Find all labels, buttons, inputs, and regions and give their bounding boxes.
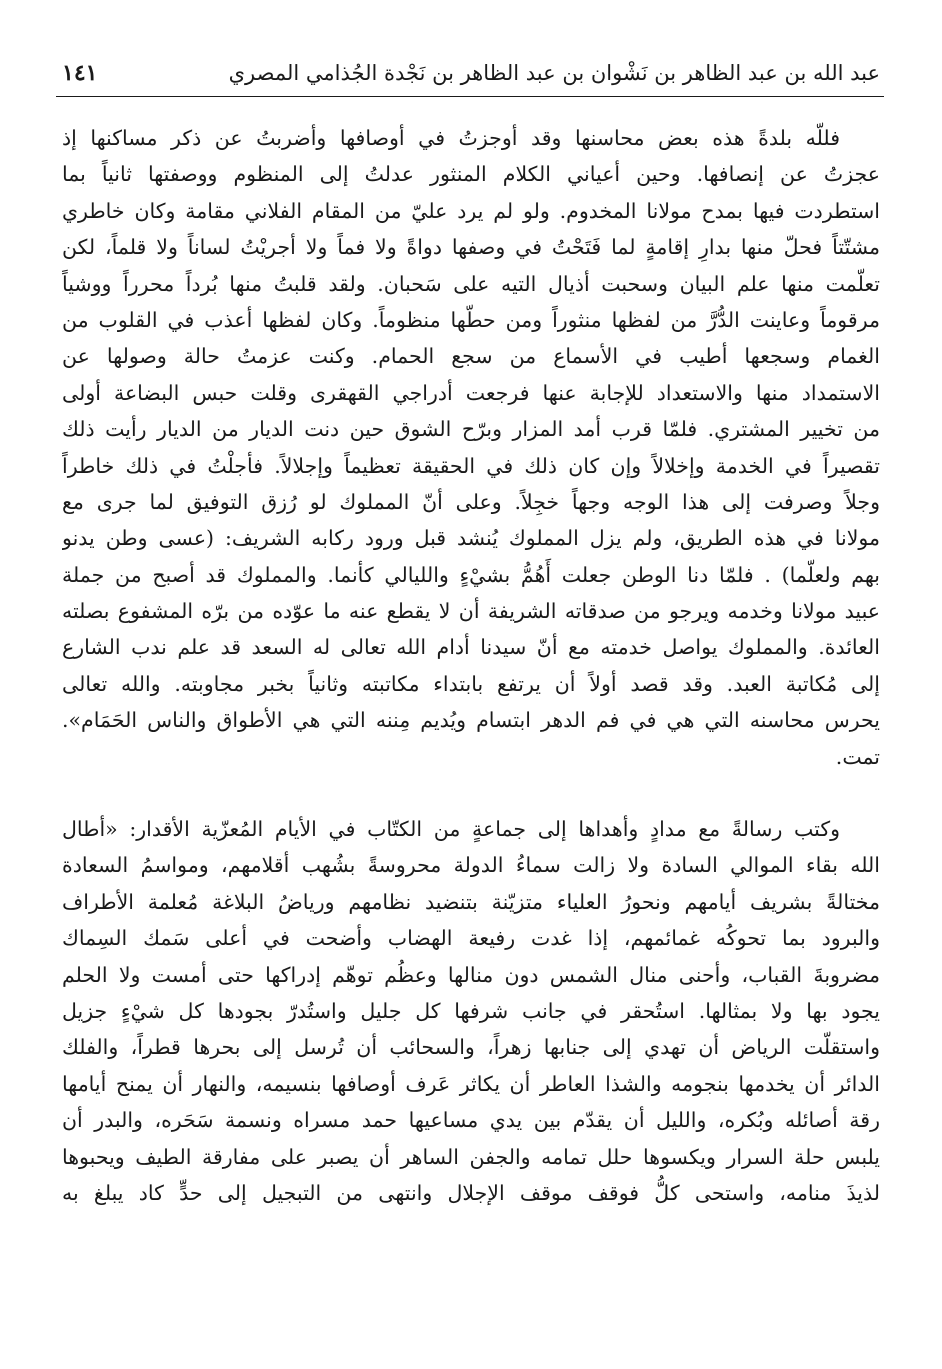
text-line: الاستمداد منها والاستعداد للإجابة عنها فرجعت أدراجي القهقرى وقلت حبس البضاعة أولى [62, 380, 880, 405]
text-line: تقصيراً في الخدمة وإخلالاً وإن كان ذلك في الحقيقة تعظيماً وإجلالاً. فأجلْتُ في ذلك خاطراً [62, 453, 880, 478]
text-line: والبرود بما تحوكُه غمائمهم، إذا غدت رفيعة الهضاب وأضحت في أعلى سَمك السِماك [62, 926, 880, 951]
text-line: مختالةً بشريف أيامهم ونحورُ العلياء متزيّنة بتنضيد نظامهم ورياضُ البلاغة مُعلمة الأطراف [62, 889, 880, 914]
text-line: رقة أصائله وبُكره، والليل أن يقدّم بين يدي مساعيها حمد مسراه ونسمة سَحَره، والبدر أن [62, 1108, 880, 1133]
paragraph-2 [62, 811, 880, 1211]
text-line: بهم ولعلّما) . فلمّا دنا الوطن جعلت أَهُمُّ بشيْءٍ والليالي كأنما. والمملوك قد أصبح من جملة [62, 562, 880, 587]
text-line: الله بقاء الموالي السادة ولا زالت سماءُ الدولة محروسةً بشُهب أقلامهم، ومواسمُ السعادة [62, 853, 880, 878]
text-line: إلى مُكاتبة العبد. وقد قصد أولاً أن يرتفع بابتداء مكاتبته وثانياً بخبر مجاوبته. والله تعالى [62, 671, 880, 696]
text-line: تعلّمت منها علم البيان وسحبت أذيال التيه على سَحبان. ولقد قلبتُ منها بُرداً محرراً ووشياً [62, 271, 880, 296]
running-head: عبد الله بن عبد الظاهر بن نَشْوان بن عبد الظاهر بن نَجْدة الجُذامي المصري [228, 61, 880, 85]
text-line: لذيذَ منامه، واستحى كلُّ فوقف موقف الإجلال وانتهى من التبجيل إلى حدٍّ كاد يبلغ به [62, 1180, 880, 1205]
text-line: يجود بها ولا بمثالها. استُحقر في جانب شرفها كل جليل واستُدرّ بجودها كل شيْءٍ جزيل [62, 998, 880, 1023]
text-line: عبيد مولانا وخدمه ويرجو من صدقاته الشريفة أن لا يقطع عنه ما عوّده من برّه المشفوع بصلته [62, 599, 880, 624]
text-line: فللّه بلدةً هذه بعض محاسنها وقد أوجزتُ في أوصافها وأضربتُ عن ذكر مساكنها إذ [62, 126, 840, 150]
text-line: استطردت فيها بمدح مولانا المخدوم. ولو لم يرد عليّ من المقام الفلاني مقامة وكان خاطري [62, 198, 880, 223]
text-line: واستقلّت الرياض أن تهدي إلى جنابها زهراً، والسحائب أن تُرسل إلى بحرها قطراً، والفلك [62, 1035, 880, 1060]
header-rule [56, 96, 884, 97]
paragraph-1 [62, 120, 880, 775]
paragraph-gap [62, 775, 880, 811]
page-number: ١٤١ [62, 60, 98, 86]
text-line: تمت. [835, 744, 880, 769]
text-line: مشتّتاً فحلّ منها بدارِ إقامةٍ لما فَتَحْتُ في وصفها دواةً ولا فماً ولا أجريْتُ لساناً ولا قلماً، لكن [62, 235, 880, 260]
text-line: الدائر أن يخدمها بنجومه والشذا العاطر أن يكاثر عَرف أوصافها بنسيمه، والنهار أن يمنح أيامها [62, 1071, 880, 1096]
text-line: وجلاً وصرفت إلى هذا الوجه وجهاً خجِلاً. وعلى أنّ المملوك لو رُزق التوفيق لما جرى مع [62, 489, 880, 514]
text-line: من تخيير المشتري. فلمّا قرب أمد المزار وبرّح الشوق حين دنت الديار من الديار رأيت ذلك [62, 417, 880, 442]
page-header [62, 58, 880, 94]
text-line: يلبس حلة السرار ويكسوها حلل تمامه والجفن الساهر أن يصبر على مفارقة الطيف ويحبوها [62, 1144, 880, 1169]
body-text [62, 120, 880, 1211]
text-line: مرقوماً وعاينت الدُّرَّ من لفظها منثوراً ومن حطّها منظوماً. وكان لفظها أعذب في القلوب من [62, 307, 880, 332]
text-line: مضروبةَ القباب، وأحنى منال الشمس دون منالها وعظُم توهّم إدراكها حتى أمست ولا الحلم [62, 962, 880, 987]
text-line: وكتب رسالةً مع مدادٍ وأهداها إلى جماعةٍ من الكتّاب في الأيام المُعزّية الأقدار: «أطال [62, 817, 840, 842]
text-line: مولانا في هذه الطريق، ولم يزل المملوك يُنشد قبل ورود ركابه الشريف: (عسى وطن يدنو [62, 526, 880, 551]
text-line: الغمام وسجعها أطيب في الأسماع من سجع الحمام. وكنت عزمتُ حالة وصولها عن [62, 344, 880, 369]
text-line: العائدة. والمملوك يواصل خدمته مع أنّ سيدنا أدام الله تعالى له السعد قد علم ندب الشارع [62, 635, 880, 660]
text-line: عجزتُ عن إنصافها. وحين أعياني الكلام المنثور عدلتُ إلى المنظوم ووصفتها ثانياً بما [62, 162, 880, 187]
text-line: يحرس محاسنه التي هي في فم الدهر ابتسام ويُديم مِننه التي هي الأطواق والناس الحَمَام». [62, 708, 880, 733]
